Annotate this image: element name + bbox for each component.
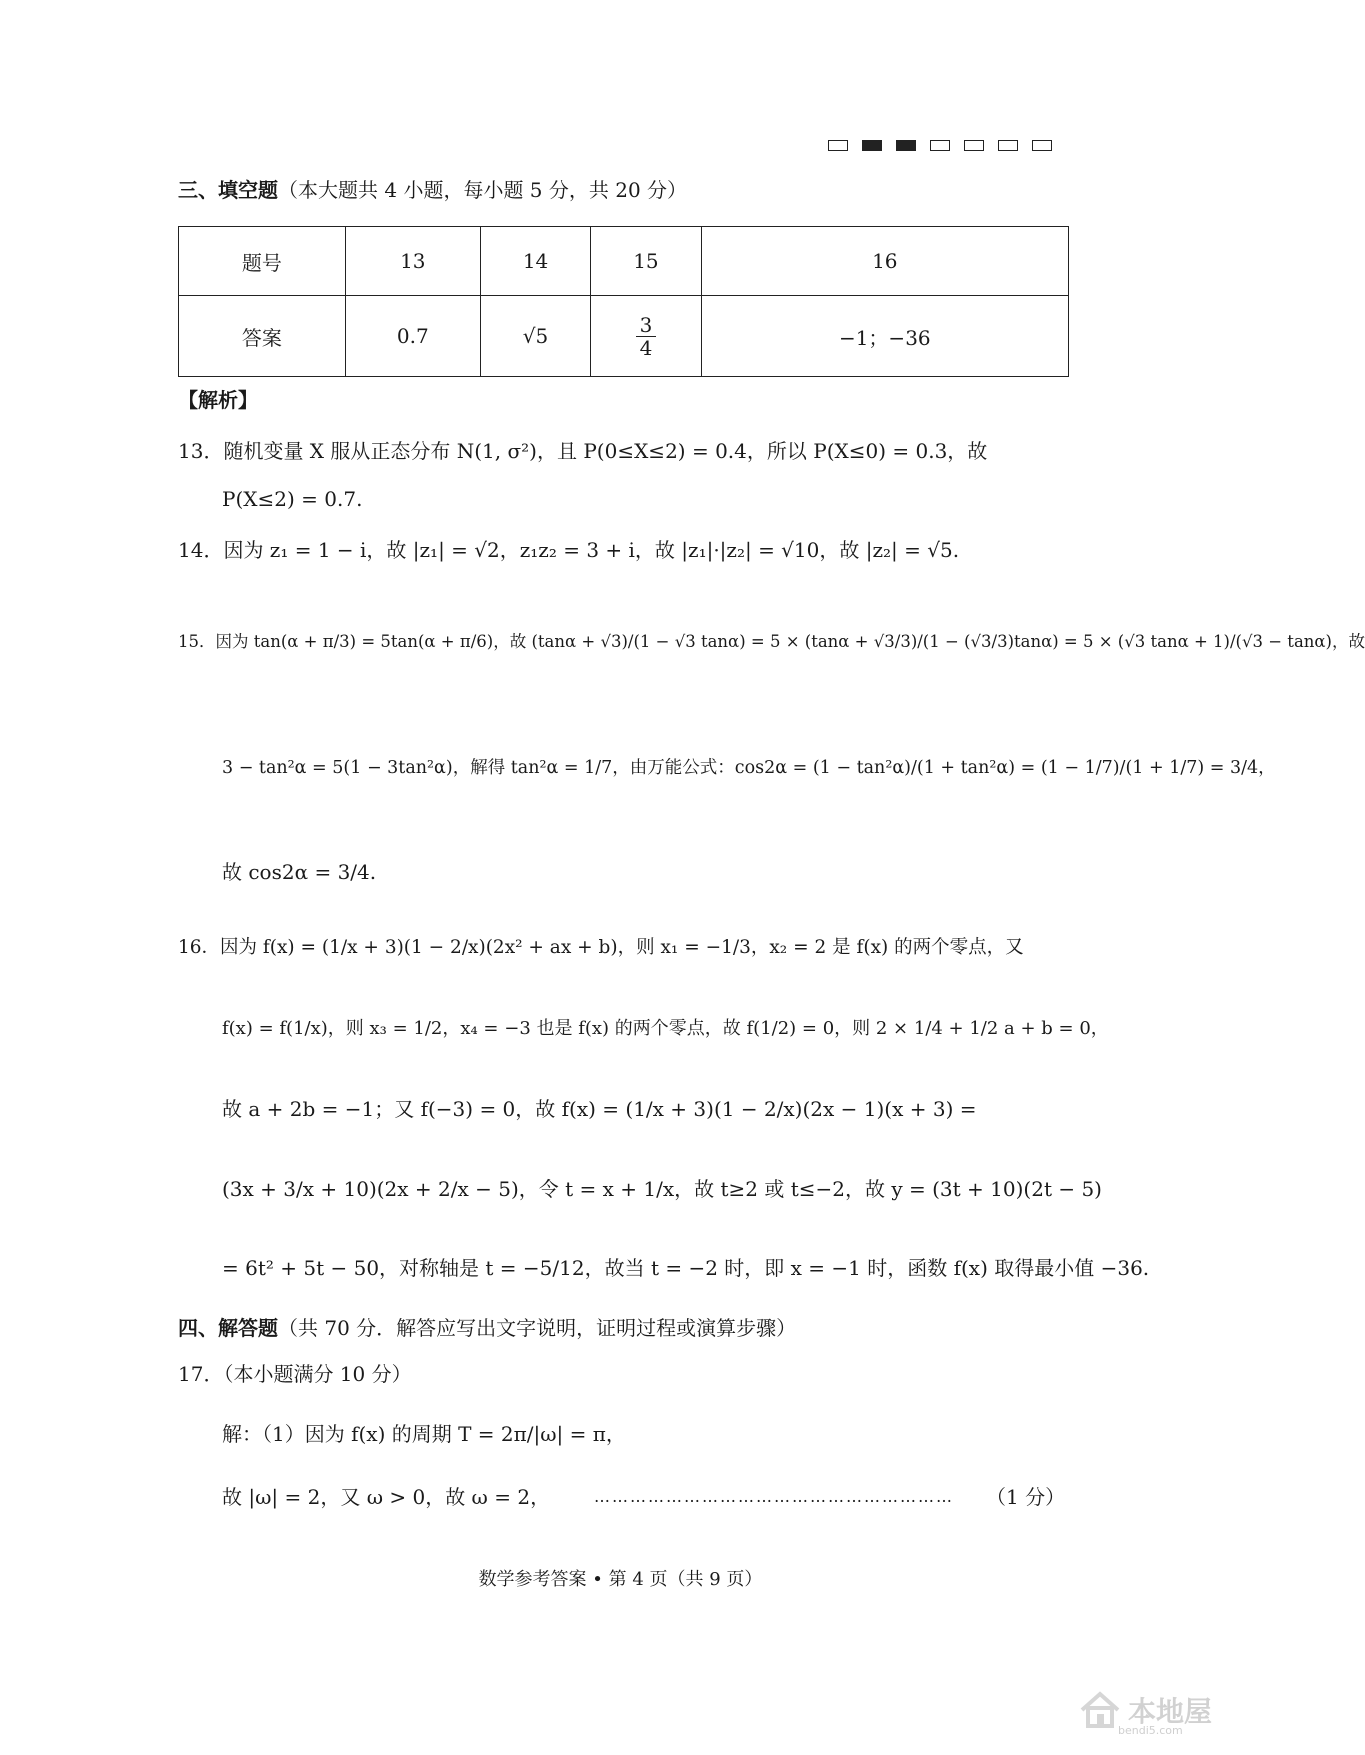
answer-16: −1；−36 (701, 296, 1068, 377)
header-label-cell: 题号 (179, 227, 346, 296)
q15-line3: 故 cos2α = 3/4. (222, 860, 377, 884)
answer-15 (591, 296, 701, 377)
section4-title: 四、解答题 (178, 1316, 278, 1340)
section3-title: 三、填空题 (178, 178, 278, 202)
q16-line5: = 6t² + 5t − 50，对称轴是 t = −5/12，故当 t = −2 时，即 x = −1 时，函数 f(x) 取得最小值 −36. (222, 1256, 1150, 1280)
progress-square-4 (930, 140, 950, 151)
q14-line1: 14．因为 z₁ = 1 − i，故 |z₁| = √2，z₁z₂ = 3 + i，故 |z₁|·|z₂| = √10，故 |z₂| = √5. (178, 538, 960, 562)
answer-table (178, 226, 1069, 377)
q16-line2: f(x) = f(1/x)，则 x₃ = 1/2，x₄ = −3 也是 f(x) 的两个零点，故 f(1/2) = 0，则 2 × 1/4 + 1/2 a + b = 0， (222, 1018, 1109, 1039)
page-footer: 数学参考答案 • 第 4 页（共 9 页） (478, 1569, 763, 1590)
answer-13: 0.7 (345, 296, 480, 377)
progress-square-5 (964, 140, 984, 151)
q17-score: （1 分） (986, 1485, 1066, 1509)
answer-15-numerator: 3 (636, 314, 657, 337)
answer-15-denominator: 4 (639, 335, 653, 360)
table-row (179, 296, 1069, 377)
answer-15-fraction (636, 314, 657, 359)
q15-line1: 15．因为 tan(α + π/3) = 5tan(α + π/6)，故 (tanα + √3)/(1 − √3 tanα) = 5 × (tanα + √3/3)/(1 − (√3/3)tanα) = 5 × (√3 tanα + 1)/(√3 − tanα)，故 (178, 632, 1365, 651)
q16-line4: (3x + 3/x + 10)(2x + 2/x − 5)，令 t = x + 1/x，故 t≥2 或 t≤−2，故 y = (3t + 10)(2t − 5) (222, 1177, 1102, 1201)
col-15-header: 15 (591, 227, 701, 296)
q13-line1: 13．随机变量 X 服从正态分布 N(1, σ²)，且 P(0≤X≤2) = 0.4，所以 P(X≤0) = 0.3，故 (178, 439, 988, 463)
watermark-text: 本地屋 (1128, 1695, 1213, 1728)
progress-square-3 (896, 140, 916, 151)
progress-square-6 (998, 140, 1018, 151)
progress-squares (828, 140, 1052, 151)
q17-line1: 解：（1）因为 f(x) 的周期 T = 2π/|ω| = π， (222, 1422, 626, 1446)
q16-line3: 故 a + 2b = −1；又 f(−3) = 0，故 f(x) = (1/x + 3)(1 − 2/x)(2x − 1)(x + 3) = (222, 1097, 977, 1121)
col-16-header: 16 (701, 227, 1068, 296)
col-14-header: 14 (480, 227, 590, 296)
table-row (179, 227, 1069, 296)
analysis-title: 【解析】 (178, 388, 258, 412)
section4-heading (178, 1314, 796, 1342)
house-icon (1078, 1690, 1122, 1730)
answer-14: √5 (480, 296, 590, 377)
watermark-url: bendi5.com (1118, 1724, 1183, 1737)
q13-line2: P(X≤2) = 0.7. (222, 487, 363, 511)
progress-square-1 (828, 140, 848, 151)
progress-square-2 (862, 140, 882, 151)
q15-line2: 3 − tan²α = 5(1 − 3tan²α)，解得 tan²α = 1/7，由万能公式：cos2α = (1 − tan²α)/(1 + tan²α) = (1 − 1/7)/(1 + 1/7) = 3/4， (222, 758, 1276, 778)
score-dots: …………………………………………………… (594, 1487, 954, 1506)
section4-note: （共 70 分．解答应写出文字说明，证明过程或演算步骤） (278, 1316, 797, 1340)
col-13-header: 13 (345, 227, 480, 296)
q17-header: 17．（本小题满分 10 分） (178, 1362, 412, 1386)
q16-line1: 16．因为 f(x) = (1/x + 3)(1 − 2/x)(2x² + ax + b)，则 x₁ = −1/3，x₂ = 2 是 f(x) 的两个零点，又 (178, 937, 1024, 958)
answer-label-cell: 答案 (179, 296, 346, 377)
q17-line2: 故 |ω| = 2，又 ω > 0，故 ω = 2， (222, 1485, 551, 1509)
section3-heading (178, 176, 687, 204)
section3-note: （本大题共 4 小题，每小题 5 分，共 20 分） (278, 178, 688, 202)
progress-square-7 (1032, 140, 1052, 151)
